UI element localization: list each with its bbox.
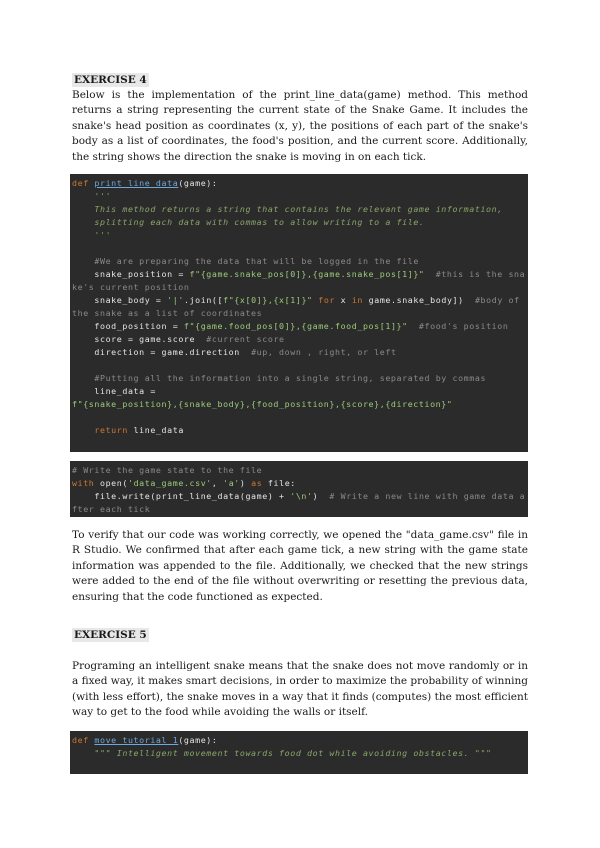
code-token: #current score — [195, 334, 285, 344]
code-line: ''' — [72, 191, 112, 201]
code-line — [72, 477, 526, 490]
code-line: """ Intelligent movement towards food dot while avoiding obstacles. """ — [72, 748, 492, 758]
code-token: f"{x[0]},{x[1]}" — [223, 295, 313, 305]
code-token: for — [312, 295, 341, 305]
code-token: ) — [239, 478, 252, 488]
code-line — [72, 411, 526, 424]
code-line — [72, 346, 526, 359]
code-line: ''' — [72, 230, 112, 240]
exercise-4-intro: Below is the implementation of the print_line_data(game) method. This method returns a string representing the current state of the Snake Game. It includes the snake's head position as coordinates (x, y), the positions of each part of the snake's body as a list of coordinates, the food's position, and the current score. Additionally, the string shows the direction the snake is moving in on each tick. — [72, 89, 528, 163]
code-block-print-line-data — [70, 174, 528, 452]
code-line — [72, 294, 526, 320]
code-token: file: — [267, 478, 296, 488]
code-token: as — [251, 478, 268, 488]
exercise-5-heading: EXERCISE 5 — [74, 629, 147, 641]
code-token: '|' — [167, 295, 184, 305]
code-line: # Write the game state to the file — [72, 465, 263, 475]
code-token: file.write(print_line_data(game) + — [72, 491, 291, 501]
code-token: direction = game.direction — [72, 347, 240, 357]
code-token: #up, down , right, or left — [239, 347, 397, 357]
code-token: # Write a new line with game data after each tick — [72, 491, 526, 514]
code-line: line_data = — [72, 386, 156, 396]
code-line: #We are preparing the data that will be logged in the file — [72, 256, 419, 266]
code-token: f"{game.food_pos[0]},{game.food_pos[1]}" — [183, 321, 408, 331]
code-token: def — [72, 178, 95, 188]
code-token: open( — [99, 478, 128, 488]
code-line — [72, 424, 526, 437]
code-token: , — [211, 478, 224, 488]
code-token: 'data_game.csv' — [127, 478, 212, 488]
code-line — [72, 333, 526, 346]
code-line — [72, 268, 526, 294]
exercise-4-heading: EXERCISE 4 — [74, 74, 147, 86]
code-token: .join([ — [183, 295, 224, 305]
code-token: #food's position — [407, 321, 509, 331]
verification-paragraph: To verify that our code was working correctly, we opened the "data_game.csv" file in R Studio. We confirmed that after each game tick, a new string with the game state information was appended to the file. Additionally, we checked that the new strings were added to the end of the file without overwriting or resetting the previous data, ensuring that the code functioned as expected. — [72, 529, 528, 603]
code-token: print_line_data — [94, 178, 179, 188]
code-block-move-tutorial — [70, 731, 528, 774]
code-token: snake_body = — [72, 295, 168, 305]
code-line — [72, 490, 526, 516]
code-block-write-file — [70, 461, 528, 517]
code-token: (game): — [178, 178, 218, 188]
code-line: This method returns a string that contains the relevant game information, — [72, 204, 503, 214]
code-token: 'a' — [223, 478, 240, 488]
code-line: #Putting all the information into a single string, separated by commas — [72, 373, 487, 383]
code-line: splitting each data with commas to allow writing to a file. — [72, 217, 425, 227]
code-token: (game): — [178, 735, 218, 745]
code-token: food_position = — [72, 321, 184, 331]
code-line — [72, 734, 526, 747]
exercise-5-intro: Programing an intelligent snake means that the snake does not move randomly or in a fixed way, it makes smart decisions, in order to maximize the probability of winning (with less effort), the snake moves in a way that it finds (computes) the most efficient way to get to the food while avoiding the walls or itself. — [72, 660, 528, 719]
code-line — [72, 320, 526, 333]
code-token: def — [72, 735, 95, 745]
code-token: snake_position = — [72, 269, 190, 279]
code-token: in — [351, 295, 369, 305]
code-token: line_data — [133, 425, 184, 435]
code-token: #body of the snake as a list of coordinates — [72, 295, 526, 318]
code-token: ) — [312, 491, 319, 501]
code-line — [72, 177, 526, 190]
code-token: with — [72, 478, 100, 488]
code-line — [72, 359, 526, 372]
code-line: f"{snake_position},{snake_body},{food_position},{score},{direction}" — [72, 399, 453, 409]
code-token: f"{game.snake_pos[0]},{game.snake_pos[1]}" — [189, 269, 425, 279]
code-token: game.snake_body]) — [368, 295, 464, 305]
code-token: '\n' — [290, 491, 313, 501]
code-token: move_tutorial_1 — [94, 735, 179, 745]
code-line — [72, 242, 526, 255]
code-token: score = game.score — [72, 334, 196, 344]
code-token: #this is the snake's current position — [72, 269, 526, 292]
code-token: x — [340, 295, 352, 305]
code-token: return — [72, 425, 134, 435]
